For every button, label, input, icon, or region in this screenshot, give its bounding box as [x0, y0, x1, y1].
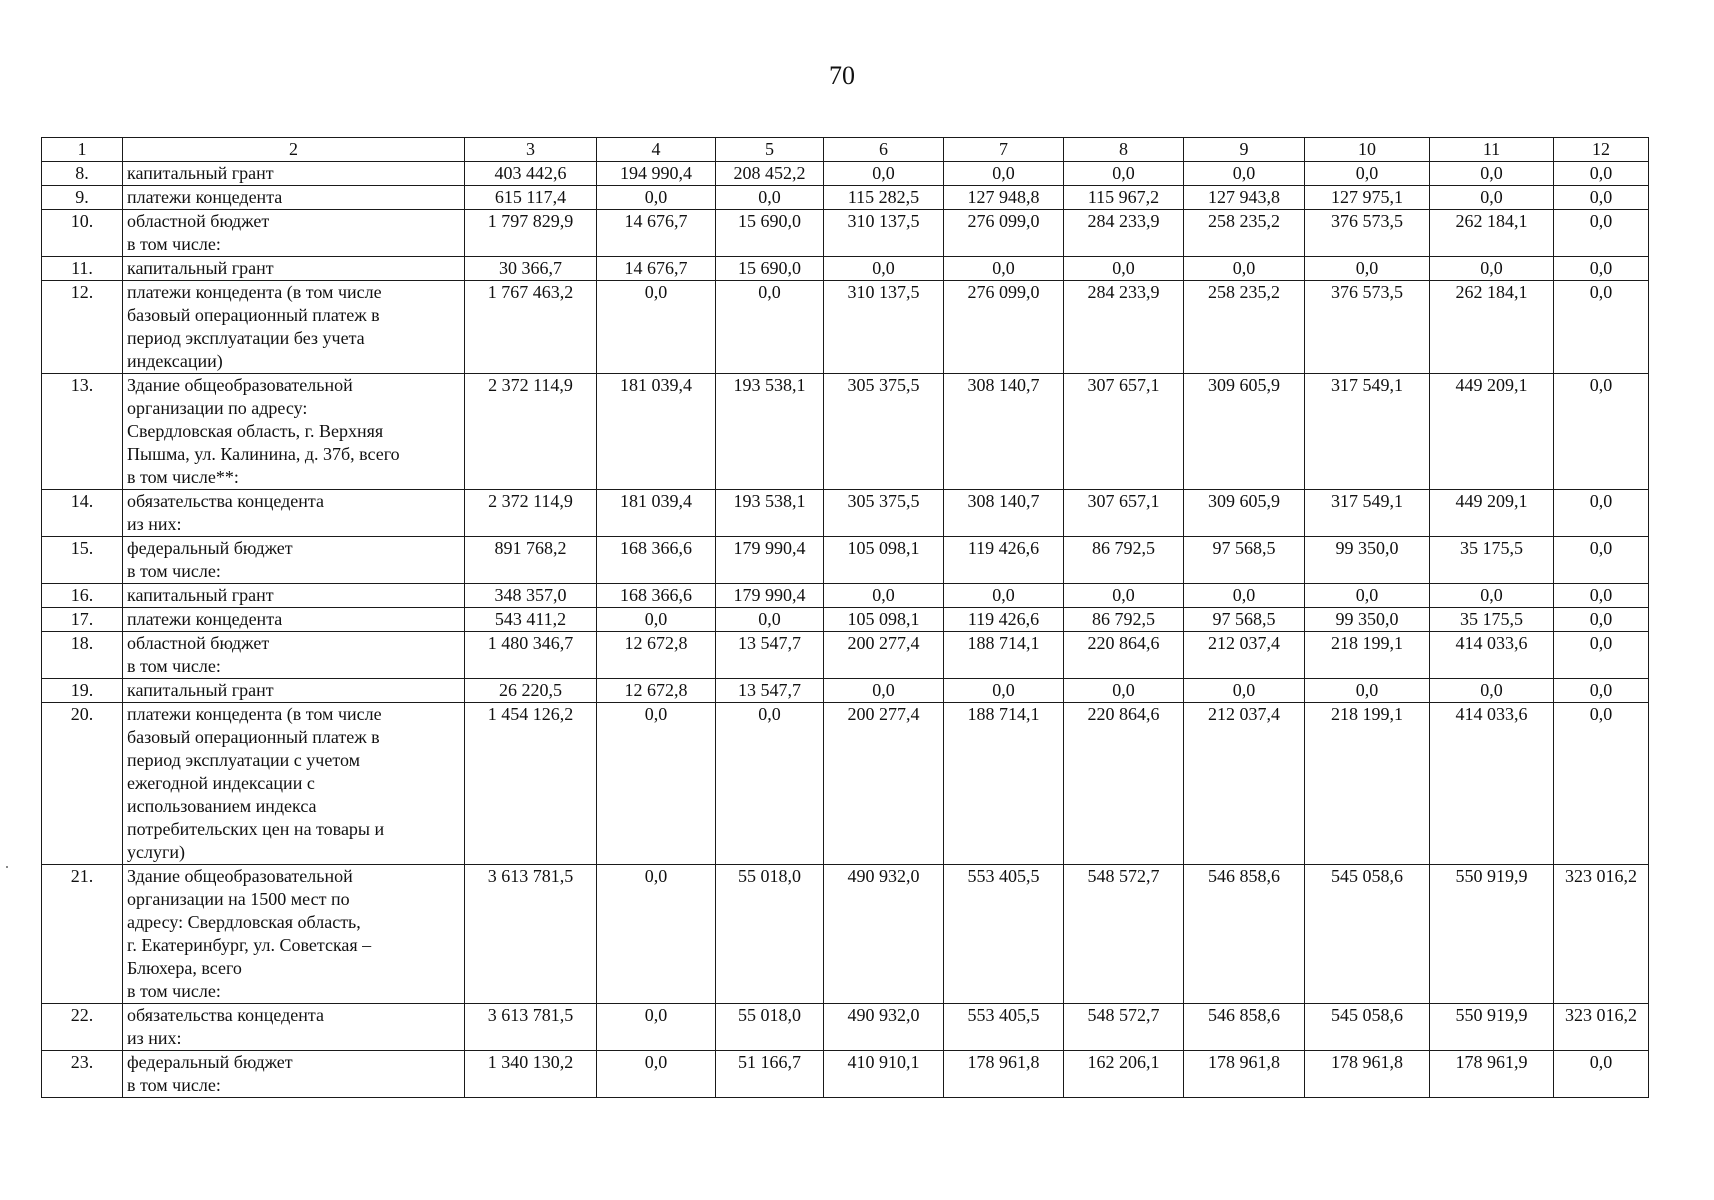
column-number-cell: 6	[824, 138, 944, 162]
value-cell: 0,0	[1554, 608, 1649, 632]
row-description-cell: платежи концедента (в том числе базовый операционный платеж в период эксплуатации без учета индексации)	[123, 281, 465, 374]
table-row	[42, 374, 1649, 490]
table-body	[42, 138, 1649, 1098]
value-cell: 0,0	[1554, 490, 1649, 537]
value-cell: 0,0	[597, 865, 716, 1004]
value-cell: 0,0	[597, 703, 716, 865]
value-cell: 178 961,8	[944, 1051, 1064, 1098]
value-cell: 115 967,2	[1064, 186, 1184, 210]
value-cell: 194 990,4	[597, 162, 716, 186]
value-cell: 0,0	[1064, 584, 1184, 608]
value-cell: 548 572,7	[1064, 865, 1184, 1004]
table-row	[42, 490, 1649, 537]
value-cell: 891 768,2	[465, 537, 597, 584]
value-cell: 212 037,4	[1184, 632, 1305, 679]
column-number-cell: 4	[597, 138, 716, 162]
row-number-cell: 13.	[42, 374, 123, 490]
value-cell: 0,0	[1430, 679, 1554, 703]
value-cell: 188 714,1	[944, 703, 1064, 865]
value-cell: 284 233,9	[1064, 281, 1184, 374]
table-row	[42, 632, 1649, 679]
row-number-cell: 12.	[42, 281, 123, 374]
value-cell: 119 426,6	[944, 537, 1064, 584]
budget-table	[41, 137, 1649, 1098]
value-cell: 99 350,0	[1305, 608, 1430, 632]
value-cell: 1 797 829,9	[465, 210, 597, 257]
table-row	[42, 608, 1649, 632]
value-cell: 12 672,8	[597, 679, 716, 703]
value-cell: 0,0	[824, 257, 944, 281]
table-row	[42, 679, 1649, 703]
value-cell: 553 405,5	[944, 1004, 1064, 1051]
table-row	[42, 865, 1649, 1004]
column-number-cell: 10	[1305, 138, 1430, 162]
value-cell: 276 099,0	[944, 210, 1064, 257]
value-cell: 307 657,1	[1064, 374, 1184, 490]
value-cell: 188 714,1	[944, 632, 1064, 679]
value-cell: 258 235,2	[1184, 210, 1305, 257]
row-description-cell: федеральный бюджет в том числе:	[123, 537, 465, 584]
value-cell: 317 549,1	[1305, 490, 1430, 537]
value-cell: 0,0	[1554, 257, 1649, 281]
value-cell: 0,0	[824, 679, 944, 703]
value-cell: 179 990,4	[716, 584, 824, 608]
value-cell: 218 199,1	[1305, 703, 1430, 865]
column-number-row	[42, 138, 1649, 162]
value-cell: 178 961,9	[1430, 1051, 1554, 1098]
value-cell: 309 605,9	[1184, 490, 1305, 537]
column-number-cell: 5	[716, 138, 824, 162]
table-row	[42, 1051, 1649, 1098]
value-cell: 193 538,1	[716, 490, 824, 537]
value-cell: 490 932,0	[824, 865, 944, 1004]
value-cell: 0,0	[1554, 210, 1649, 257]
row-number-cell: 8.	[42, 162, 123, 186]
value-cell: 2 372 114,9	[465, 490, 597, 537]
value-cell: 262 184,1	[1430, 281, 1554, 374]
value-cell: 376 573,5	[1305, 281, 1430, 374]
value-cell: 0,0	[824, 162, 944, 186]
value-cell: 0,0	[1064, 162, 1184, 186]
value-cell: 403 442,6	[465, 162, 597, 186]
value-cell: 0,0	[1064, 257, 1184, 281]
value-cell: 212 037,4	[1184, 703, 1305, 865]
value-cell: 181 039,4	[597, 490, 716, 537]
row-number-cell: 15.	[42, 537, 123, 584]
row-number-cell: 19.	[42, 679, 123, 703]
value-cell: 0,0	[944, 584, 1064, 608]
row-number-cell: 16.	[42, 584, 123, 608]
value-cell: 0,0	[716, 186, 824, 210]
row-description-cell: капитальный грант	[123, 257, 465, 281]
value-cell: 0,0	[1305, 162, 1430, 186]
value-cell: 127 948,8	[944, 186, 1064, 210]
value-cell: 308 140,7	[944, 374, 1064, 490]
value-cell: 35 175,5	[1430, 608, 1554, 632]
value-cell: 51 166,7	[716, 1051, 824, 1098]
value-cell: 305 375,5	[824, 490, 944, 537]
value-cell: 0,0	[1305, 584, 1430, 608]
value-cell: 0,0	[1554, 374, 1649, 490]
value-cell: 26 220,5	[465, 679, 597, 703]
column-number-cell: 1	[42, 138, 123, 162]
value-cell: 1 480 346,7	[465, 632, 597, 679]
value-cell: 0,0	[1554, 679, 1649, 703]
column-number-cell: 12	[1554, 138, 1649, 162]
value-cell: 284 233,9	[1064, 210, 1184, 257]
value-cell: 15 690,0	[716, 210, 824, 257]
row-description-cell: капитальный грант	[123, 584, 465, 608]
value-cell: 490 932,0	[824, 1004, 944, 1051]
value-cell: 323 016,2	[1554, 865, 1649, 1004]
value-cell: 99 350,0	[1305, 537, 1430, 584]
row-description-cell: Здание общеобразовательной организации по адресу: Свердловская область, г. Верхняя Пышма, ул. Калинина, д. 37б, всего в том числе**:	[123, 374, 465, 490]
value-cell: 115 282,5	[824, 186, 944, 210]
page-number: 70	[829, 61, 855, 90]
value-cell: 3 613 781,5	[465, 865, 597, 1004]
scan-speck	[6, 866, 8, 868]
value-cell: 13 547,7	[716, 679, 824, 703]
table-row	[42, 1004, 1649, 1051]
value-cell: 0,0	[1184, 584, 1305, 608]
value-cell: 55 018,0	[716, 1004, 824, 1051]
value-cell: 305 375,5	[824, 374, 944, 490]
row-description-cell: обязательства концедента из них:	[123, 490, 465, 537]
value-cell: 258 235,2	[1184, 281, 1305, 374]
value-cell: 30 366,7	[465, 257, 597, 281]
value-cell: 0,0	[824, 584, 944, 608]
column-number-cell: 3	[465, 138, 597, 162]
value-cell: 0,0	[1554, 1051, 1649, 1098]
value-cell: 1 767 463,2	[465, 281, 597, 374]
value-cell: 0,0	[597, 186, 716, 210]
value-cell: 105 098,1	[824, 537, 944, 584]
value-cell: 0,0	[944, 162, 1064, 186]
value-cell: 168 366,6	[597, 584, 716, 608]
value-cell: 323 016,2	[1554, 1004, 1649, 1051]
value-cell: 218 199,1	[1305, 632, 1430, 679]
value-cell: 1 454 126,2	[465, 703, 597, 865]
row-number-cell: 23.	[42, 1051, 123, 1098]
column-number-cell: 8	[1064, 138, 1184, 162]
value-cell: 208 452,2	[716, 162, 824, 186]
value-cell: 0,0	[1554, 186, 1649, 210]
value-cell: 178 961,8	[1305, 1051, 1430, 1098]
value-cell: 348 357,0	[465, 584, 597, 608]
value-cell: 0,0	[1184, 162, 1305, 186]
row-number-cell: 10.	[42, 210, 123, 257]
value-cell: 449 209,1	[1430, 374, 1554, 490]
value-cell: 0,0	[1184, 679, 1305, 703]
value-cell: 317 549,1	[1305, 374, 1430, 490]
value-cell: 0,0	[944, 257, 1064, 281]
value-cell: 550 919,9	[1430, 865, 1554, 1004]
value-cell: 178 961,8	[1184, 1051, 1305, 1098]
value-cell: 276 099,0	[944, 281, 1064, 374]
value-cell: 3 613 781,5	[465, 1004, 597, 1051]
table-row	[42, 537, 1649, 584]
value-cell: 0,0	[1305, 257, 1430, 281]
value-cell: 127 975,1	[1305, 186, 1430, 210]
value-cell: 127 943,8	[1184, 186, 1305, 210]
table-row	[42, 162, 1649, 186]
value-cell: 0,0	[1430, 162, 1554, 186]
value-cell: 0,0	[716, 608, 824, 632]
column-number-cell: 9	[1184, 138, 1305, 162]
value-cell: 414 033,6	[1430, 703, 1554, 865]
value-cell: 105 098,1	[824, 608, 944, 632]
value-cell: 200 277,4	[824, 703, 944, 865]
value-cell: 14 676,7	[597, 257, 716, 281]
value-cell: 2 372 114,9	[465, 374, 597, 490]
table-row	[42, 281, 1649, 374]
value-cell: 410 910,1	[824, 1051, 944, 1098]
value-cell: 0,0	[1430, 257, 1554, 281]
value-cell: 545 058,6	[1305, 865, 1430, 1004]
value-cell: 13 547,7	[716, 632, 824, 679]
value-cell: 119 426,6	[944, 608, 1064, 632]
column-number-cell: 2	[123, 138, 465, 162]
value-cell: 14 676,7	[597, 210, 716, 257]
value-cell: 35 175,5	[1430, 537, 1554, 584]
value-cell: 0,0	[1554, 632, 1649, 679]
value-cell: 376 573,5	[1305, 210, 1430, 257]
value-cell: 0,0	[597, 608, 716, 632]
value-cell: 220 864,6	[1064, 632, 1184, 679]
row-description-cell: Здание общеобразовательной организации на 1500 мест по адресу: Свердловская область, г. Екатеринбург, ул. Советская – Блюхера, всего в том числе:	[123, 865, 465, 1004]
value-cell: 0,0	[1554, 703, 1649, 865]
value-cell: 615 117,4	[465, 186, 597, 210]
row-description-cell: федеральный бюджет в том числе:	[123, 1051, 465, 1098]
row-number-cell: 11.	[42, 257, 123, 281]
value-cell: 309 605,9	[1184, 374, 1305, 490]
row-description-cell: платежи концедента	[123, 186, 465, 210]
value-cell: 0,0	[1430, 186, 1554, 210]
value-cell: 0,0	[1430, 584, 1554, 608]
value-cell: 162 206,1	[1064, 1051, 1184, 1098]
table-row	[42, 584, 1649, 608]
value-cell: 548 572,7	[1064, 1004, 1184, 1051]
value-cell: 553 405,5	[944, 865, 1064, 1004]
value-cell: 414 033,6	[1430, 632, 1554, 679]
value-cell: 307 657,1	[1064, 490, 1184, 537]
value-cell: 86 792,5	[1064, 537, 1184, 584]
column-number-cell: 11	[1430, 138, 1554, 162]
value-cell: 220 864,6	[1064, 703, 1184, 865]
value-cell: 449 209,1	[1430, 490, 1554, 537]
value-cell: 550 919,9	[1430, 1004, 1554, 1051]
table-row	[42, 186, 1649, 210]
value-cell: 0,0	[716, 281, 824, 374]
row-number-cell: 9.	[42, 186, 123, 210]
table-row	[42, 257, 1649, 281]
value-cell: 0,0	[597, 281, 716, 374]
row-number-cell: 20.	[42, 703, 123, 865]
value-cell: 310 137,5	[824, 281, 944, 374]
value-cell: 193 538,1	[716, 374, 824, 490]
value-cell: 0,0	[597, 1004, 716, 1051]
value-cell: 12 672,8	[597, 632, 716, 679]
row-description-cell: платежи концедента (в том числе базовый операционный платеж в период эксплуатации с учетом ежегодной индексации с использованием индекса потребительских цен на товары и услуги)	[123, 703, 465, 865]
row-description-cell: платежи концедента	[123, 608, 465, 632]
row-description-cell: капитальный грант	[123, 162, 465, 186]
value-cell: 0,0	[1305, 679, 1430, 703]
value-cell: 168 366,6	[597, 537, 716, 584]
value-cell: 200 277,4	[824, 632, 944, 679]
row-description-cell: обязательства концедента из них:	[123, 1004, 465, 1051]
value-cell: 0,0	[1554, 584, 1649, 608]
value-cell: 0,0	[944, 679, 1064, 703]
table-row	[42, 703, 1649, 865]
table-row	[42, 210, 1649, 257]
value-cell: 181 039,4	[597, 374, 716, 490]
value-cell: 0,0	[1554, 537, 1649, 584]
value-cell: 0,0	[1064, 679, 1184, 703]
column-number-cell: 7	[944, 138, 1064, 162]
value-cell: 15 690,0	[716, 257, 824, 281]
row-number-cell: 21.	[42, 865, 123, 1004]
value-cell: 97 568,5	[1184, 537, 1305, 584]
value-cell: 262 184,1	[1430, 210, 1554, 257]
value-cell: 310 137,5	[824, 210, 944, 257]
row-number-cell: 18.	[42, 632, 123, 679]
value-cell: 0,0	[597, 1051, 716, 1098]
row-description-cell: областной бюджет в том числе:	[123, 210, 465, 257]
value-cell: 55 018,0	[716, 865, 824, 1004]
row-description-cell: областной бюджет в том числе:	[123, 632, 465, 679]
value-cell: 308 140,7	[944, 490, 1064, 537]
value-cell: 179 990,4	[716, 537, 824, 584]
row-number-cell: 17.	[42, 608, 123, 632]
value-cell: 545 058,6	[1305, 1004, 1430, 1051]
value-cell: 546 858,6	[1184, 865, 1305, 1004]
value-cell: 543 411,2	[465, 608, 597, 632]
value-cell: 546 858,6	[1184, 1004, 1305, 1051]
value-cell: 0,0	[1554, 162, 1649, 186]
row-number-cell: 22.	[42, 1004, 123, 1051]
value-cell: 86 792,5	[1064, 608, 1184, 632]
value-cell: 1 340 130,2	[465, 1051, 597, 1098]
value-cell: 0,0	[716, 703, 824, 865]
value-cell: 97 568,5	[1184, 608, 1305, 632]
row-description-cell: капитальный грант	[123, 679, 465, 703]
value-cell: 0,0	[1184, 257, 1305, 281]
row-number-cell: 14.	[42, 490, 123, 537]
value-cell: 0,0	[1554, 281, 1649, 374]
